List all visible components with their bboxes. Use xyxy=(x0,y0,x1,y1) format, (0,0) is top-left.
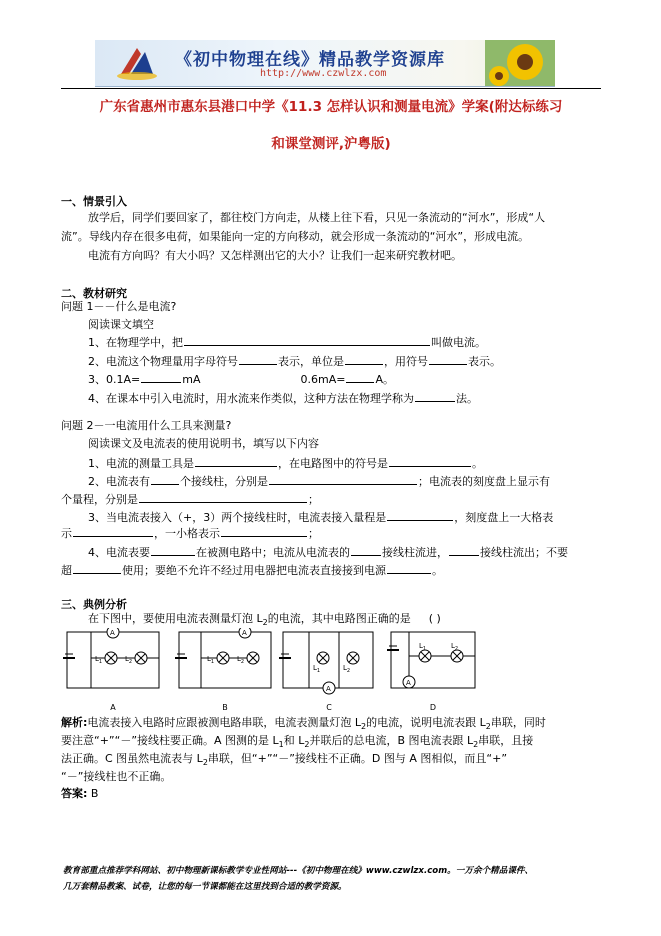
circuit-diagram-d xyxy=(387,632,475,688)
meter-label-b: A xyxy=(242,629,247,637)
q2-item4-cont: 超 使用；要绝不允许不经过用电器把电流表直接接到电源 。 xyxy=(61,564,443,577)
solution-line1: 解析:电流表接入电路时应跟被测电路串联，电流表测量灯泡 $L_2$的电流，说明电流表跟 $L_2$串联，同时 xyxy=(61,716,546,732)
q1-item1: 1、在物理学中，把 叫做电流。 xyxy=(88,336,486,349)
q1-intro: 阅读课文填空 xyxy=(88,318,154,331)
blank[interactable] xyxy=(184,334,430,346)
circuit-diagram-b xyxy=(175,628,271,688)
q2-item3: 3、当电流表接入（+，3）两个接线柱时，电流表接入量程是 ，刻度盘上一大格表 xyxy=(88,511,554,524)
example-question: 在下图中，要使用电流表测量灯泡 $L_2$的电流，其中电路图正确的是 ( ) xyxy=(88,612,441,628)
blank[interactable] xyxy=(415,390,455,402)
section-3-heading: 三、典例分析 xyxy=(61,598,127,611)
q2-intro: 阅读课文及电流表的使用说明书，填写以下内容 xyxy=(88,437,319,450)
lamp-label-a1: $L_1$ xyxy=(95,655,103,665)
q1-item4: 4、在课本中引入电流时，用水流来作类似，这种方法在物理学称为 法。 xyxy=(88,392,478,405)
q1-item2: 2、电流这个物理量用字母符号 表示，单位是 ，用符号 表示。 xyxy=(88,355,501,368)
sec1-para1: 放学后，同学们要回家了，都往校门方向走，从楼上往下看，只见一条流动的“河水”，形成“人 xyxy=(88,211,546,224)
blank[interactable] xyxy=(449,544,479,556)
doc-title-line2: 和课堂测评,沪粤版) xyxy=(271,136,391,152)
sec1-para3: 电流有方向吗？有大小吗？又怎样测出它的大小？让我们一起来研究教材吧。 xyxy=(88,249,462,262)
lamp-label-b1: $L_1$ xyxy=(207,655,215,665)
q2-item4: 4、电流表要 在被测电路中；电流从电流表的 接线柱流进， 接线柱流出；不要 xyxy=(88,546,568,559)
blank[interactable] xyxy=(351,544,381,556)
blank[interactable] xyxy=(73,525,153,537)
solution-line2: 要注意“+”“－”接线柱要正确。A 图测的是 $L_1$和 $L_2$并联后的总电流，B 图电流表跟 $L_2$串联，且接 xyxy=(61,734,534,750)
q1-item3: 3、0.1A= mA 0.6mA= A。 xyxy=(88,373,394,386)
blank[interactable] xyxy=(429,353,467,365)
lamp-label-d1: $L_1$ xyxy=(419,642,427,652)
solution-line4: “－”接线柱也不正确。 xyxy=(61,770,172,783)
question-1: 问题 1－－什么是电流? xyxy=(61,300,177,313)
footer-line2: 几万套精品教案、试卷，让您的每一节课都能在这里找到合适的教学资源。 xyxy=(63,882,347,892)
blank[interactable] xyxy=(195,455,277,467)
blank[interactable] xyxy=(269,473,417,485)
section-1-heading: 一、情景引入 xyxy=(61,195,127,208)
diagram-label-b: B xyxy=(222,703,228,712)
sec1-para2: 流”。导线内存在很多电荷，如果能向一定的方向移动，就会形成一条流动的“河水”，形成电流。 xyxy=(61,230,530,243)
diagram-label-c: C xyxy=(326,703,332,712)
blank[interactable] xyxy=(389,455,471,467)
blank[interactable] xyxy=(151,544,195,556)
lamp-label-b2: $L_2$ xyxy=(237,655,245,665)
blank[interactable] xyxy=(73,562,121,574)
blank[interactable] xyxy=(239,353,277,365)
circuit-diagram-a xyxy=(63,628,159,688)
blank[interactable] xyxy=(345,353,383,365)
lamp-label-d2: $L_2$ xyxy=(451,642,459,652)
lamp-label-c2: $L_2$ xyxy=(343,664,351,674)
blank[interactable] xyxy=(221,525,307,537)
blank[interactable] xyxy=(387,509,453,521)
q2-item2-cont: 个量程，分别是 ； xyxy=(61,493,319,506)
lamp-label-a2: $L_2$ xyxy=(125,655,133,665)
doc-title-line1: 广东省惠州市惠东县港口中学《11.3 怎样认识和测量电流》学案(附达标练习 xyxy=(99,99,563,115)
q2-item3-cont: 示 ，一小格表示 ； xyxy=(61,527,319,540)
blank[interactable] xyxy=(139,491,307,503)
blank[interactable] xyxy=(151,473,179,485)
meter-label-c: A xyxy=(326,685,331,693)
banner-url: http://www.czwlzx.com xyxy=(260,68,387,79)
q2-item1: 1、电流的测量工具是 ，在电路图中的符号是 。 xyxy=(88,457,483,470)
meter-label-d: A xyxy=(406,679,411,687)
header-rule xyxy=(61,88,601,89)
solution-line3: 法正确。C 图虽然电流表与 $L_2$串联，但“+”“－”接线柱不正确。D 图与 A 图相似，而且“+” xyxy=(61,752,508,768)
blank[interactable] xyxy=(387,562,431,574)
question-2: 问题 2－一电流用什么工具来测量? xyxy=(61,419,232,432)
diagram-label-d: D xyxy=(429,703,437,712)
footer-line1: 教育部重点推荐学科网站、初中物理新课标教学专业性网站---《初中物理在线》www.czwlzx.com。一万余个精品课件、 xyxy=(63,866,534,876)
banner-title: 《初中物理在线》精品教学资源库 xyxy=(175,50,445,70)
diagram-label-a: A xyxy=(110,703,116,712)
meter-label-a: A xyxy=(110,629,115,637)
header-banner xyxy=(95,40,555,87)
blank[interactable] xyxy=(346,371,374,383)
sunflower-icon xyxy=(485,40,555,86)
lamp-label-c1: $L_1$ xyxy=(313,664,321,674)
site-logo-icon xyxy=(115,44,159,82)
q2-item2: 2、电流表有 个接线柱，分别是 ；电流表的刻度盘上显示有 xyxy=(88,475,550,488)
blank[interactable] xyxy=(141,371,181,383)
answer: 答案: B xyxy=(61,787,99,800)
circuit-diagrams xyxy=(61,628,481,716)
section-2-heading: 二、教材研究 xyxy=(61,287,127,300)
